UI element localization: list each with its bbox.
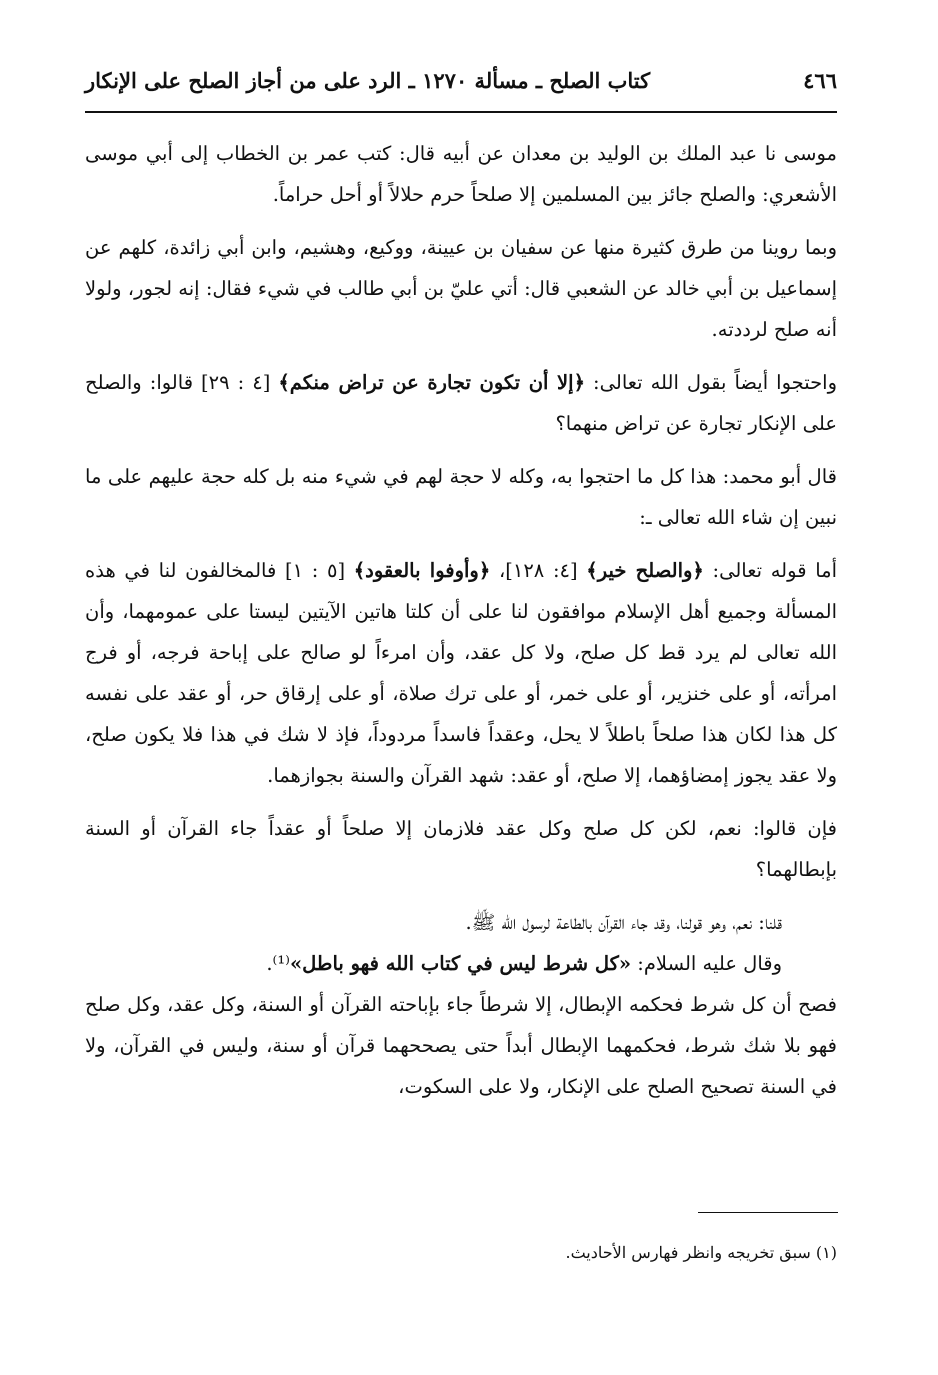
main-text: [85, 133, 837, 1107]
paragraph-3: [85, 362, 837, 444]
paragraph-3-rest: [٤ : ٢٩] قالوا: والصلح على الإنكار تجارة عن تراض منهما؟: [85, 371, 837, 435]
paragraph-7: قلنا: نعم، وهو قولنا، وقد جاء القرآن بالطاعة لرسول الله ﷺ.: [465, 911, 782, 934]
paragraph-5-ref-1: [٤: ١٢٨]،: [490, 559, 587, 582]
hadith-quote: «كل شرط ليس في كتاب الله فهو باطل»: [289, 952, 632, 975]
footnote-rule: [698, 1212, 838, 1213]
paragraph-2: وبما روينا من طرق كثيرة منها عن سفيان بن عيينة، ووكيع، وهشيم، وابن أبي زائدة، كلهم عن إسماعيل بن أبي خالد عن الشعبي قال: أتي عليّ بن أبي طالب في شيء فقال: إنه لجور، ولولا أنه صلح لرددته.: [85, 236, 837, 341]
page-number: ٤٦٦: [803, 68, 837, 93]
paragraph-4: قال أبو محمد: هذا كل ما احتجوا به، وكله لا حجة لهم في شيء منه بل كله حجة عليهم على ما نبين إن شاء الله تعالى ـ:: [85, 465, 837, 529]
running-title: كتاب الصلح ـ مسألة ١٢٧٠ ـ الرد على من أجاز الصلح على الإنكار: [85, 68, 651, 93]
paragraph-6: فإن قالوا: نعم، لكن كل صلح وكل عقد فلازمان إلا صلحاً أو عقداً جاء القرآن أو السنة بإبطالهما؟: [85, 817, 837, 881]
paragraph-5-rest: [٥ : ١] فالمخالفون لنا في هذه المسألة وجميع أهل الإسلام موافقون لنا على أن كلتا هاتين الآيتين ليستا على عمومهما، وأن الله تعالى لم يرد قط كل صلح، ولا كل عقد، وأن امرءاً لو صالح على إباحة فرجه، أو فرج امرأته، أو على خنزير، أو على خمر، أو على ترك صلاة، أو على إرقاق حر، أو عقد على نفسه كل هذا لكان هذا صلحاً باطلاً لا يحل، وعقداً فاسداً مردوداً، فإذ لا شك في هذا فلا يكون صلح، ولا عقد يجوز إمضاؤهما، إلا صلح، أو عقد: شهد القرآن والسنة بجوازهما.: [85, 559, 837, 787]
paragraph-5: [85, 550, 837, 796]
paragraph-3-intro: واحتجوا أيضاً بقول الله تعالى:: [585, 371, 838, 394]
quran-quote: ﴿إلا أن تكون تجارة عن تراض منكم﴾: [278, 371, 586, 394]
quran-quote-2: ﴿وأوفوا بالعقود﴾: [353, 559, 491, 582]
paragraph-8-intro: وقال عليه السلام:: [631, 952, 782, 975]
quran-quote-1: ﴿والصلح خير﴾: [586, 559, 704, 582]
footnote: (١) سبق تخريجه وانظر فهارس الأحاديث.: [565, 1243, 837, 1262]
paragraph-9: فصح أن كل شرط فحكمه الإبطال، إلا شرطاً جاء بإباحته القرآن أو السنة، وكل عقد، وكل صلح فهو بلا شك شرط، فحكمهما الإبطال أبداً حتى يصححهما قرآن أو سنة، وليس في القرآن، ولا في السنة تصحيح الصلح على الإنكار، ولا على السكوت،: [85, 993, 837, 1098]
paragraph-1: موسى نا عبد الملك بن الوليد بن معدان عن أبيه قال: كتب عمر بن الخطاب إلى أبي موسى الأشعري: والصلح جائز بين المسلمين إلا صلحاً حرم حلالاً أو أحل حراماً.: [85, 142, 837, 206]
page-header: [85, 62, 837, 102]
footnote-marker: ⁽¹⁾.: [266, 952, 290, 975]
paragraph-8: [85, 943, 837, 984]
paragraph-5-intro: أما قوله تعالى:: [703, 559, 837, 582]
header-rule: [85, 111, 837, 113]
